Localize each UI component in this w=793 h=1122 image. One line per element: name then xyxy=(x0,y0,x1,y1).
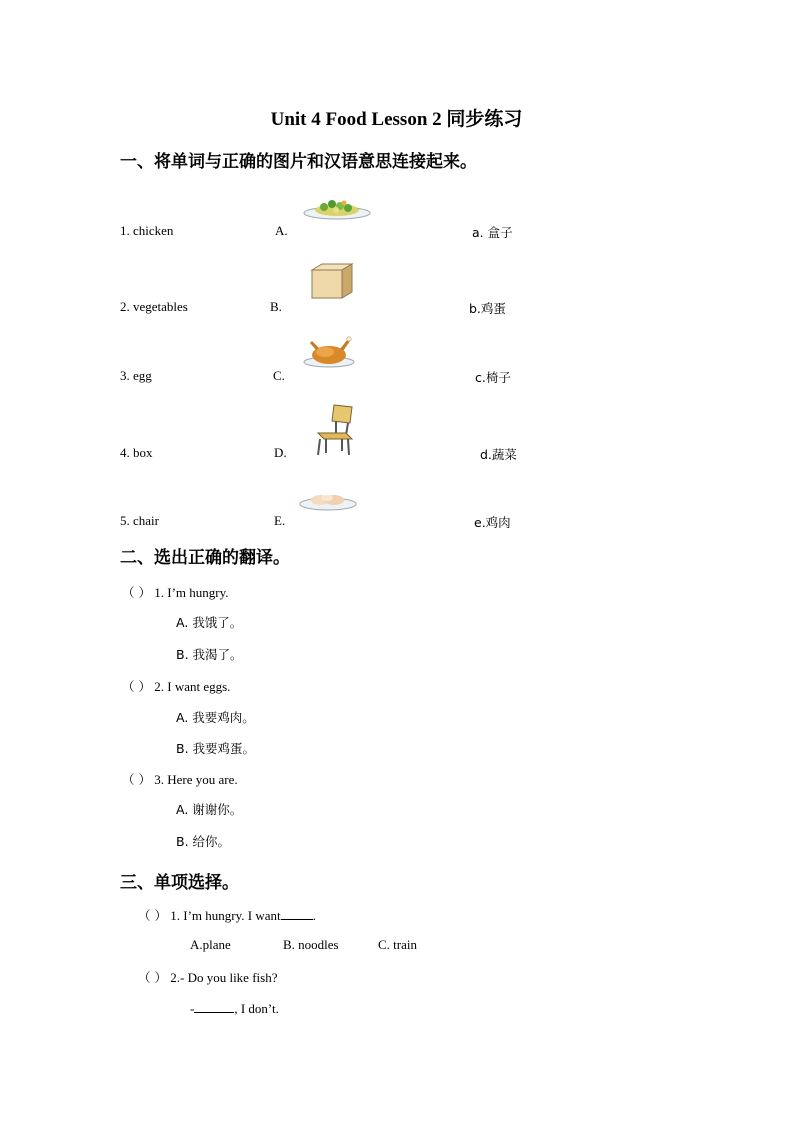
option-2b: B. 我要鸡蛋。 xyxy=(176,741,256,756)
word-1: 1. chicken xyxy=(120,223,174,238)
mc-answer-end: , I don’t. xyxy=(234,1001,279,1016)
section-2-heading: 二、选出正确的翻译。 xyxy=(120,548,290,568)
question-2: 2. I want eggs. xyxy=(154,679,231,694)
answer-blank-2[interactable] xyxy=(194,1000,234,1013)
question-3: 3. Here you are. xyxy=(154,772,238,787)
section-3-heading: 三、单项选择。 xyxy=(120,873,239,893)
eggs-plate-icon xyxy=(298,488,358,512)
word-3: 3. egg xyxy=(120,368,152,383)
answer-paren-2[interactable]: （ ） xyxy=(122,679,151,694)
letter-a: A. xyxy=(275,223,288,238)
answer-paren-1[interactable]: （ ） xyxy=(122,585,151,600)
box-icon xyxy=(308,262,354,300)
letter-d: D. xyxy=(274,445,287,460)
answer-paren-3[interactable]: （ ） xyxy=(122,772,151,787)
page-title: Unit 4 Food Lesson 2 同步练习 xyxy=(270,109,523,130)
meaning-b: b.鸡蛋 xyxy=(469,301,506,316)
vegetables-plate-icon xyxy=(302,195,372,221)
mc-answer-start: - xyxy=(190,1001,195,1016)
mc-option-c: C. train xyxy=(378,937,417,952)
mc-option-a: A.plane xyxy=(190,937,231,952)
letter-b: B. xyxy=(270,299,282,314)
mc-question-1-end: . xyxy=(312,908,316,923)
meaning-c: c.椅子 xyxy=(475,370,511,385)
mc-question-2: 2.- Do you like fish? xyxy=(170,970,278,985)
answer-paren-4[interactable]: （ ） xyxy=(138,908,167,923)
meaning-a: a. 盒子 xyxy=(472,225,513,240)
meaning-d: d.蔬菜 xyxy=(480,447,517,462)
word-4: 4. box xyxy=(120,445,153,460)
option-1a: A. 我饿了。 xyxy=(176,615,243,630)
question-1: 1. I’m hungry. xyxy=(154,585,229,600)
answer-paren-5[interactable]: （ ） xyxy=(138,970,167,985)
option-1b: B. 我渴了。 xyxy=(176,647,243,662)
option-3b: B. 给你。 xyxy=(176,834,231,849)
word-5: 5. chair xyxy=(120,513,159,528)
roast-chicken-icon xyxy=(302,335,356,369)
word-2: 2. vegetables xyxy=(120,299,188,314)
answer-blank[interactable] xyxy=(281,907,313,920)
mc-question-1: 1. I’m hungry. I want xyxy=(170,908,281,923)
option-2a: A. 我要鸡肉。 xyxy=(176,710,255,725)
mc-option-b: B. noodles xyxy=(283,937,339,952)
meaning-e: e.鸡肉 xyxy=(474,515,511,530)
chair-icon xyxy=(312,403,356,457)
section-1-heading: 一、将单词与正确的图片和汉语意思连接起来。 xyxy=(120,152,477,172)
letter-e: E. xyxy=(274,513,286,528)
option-3a: A. 谢谢你。 xyxy=(176,802,243,817)
letter-c: C. xyxy=(273,368,285,383)
